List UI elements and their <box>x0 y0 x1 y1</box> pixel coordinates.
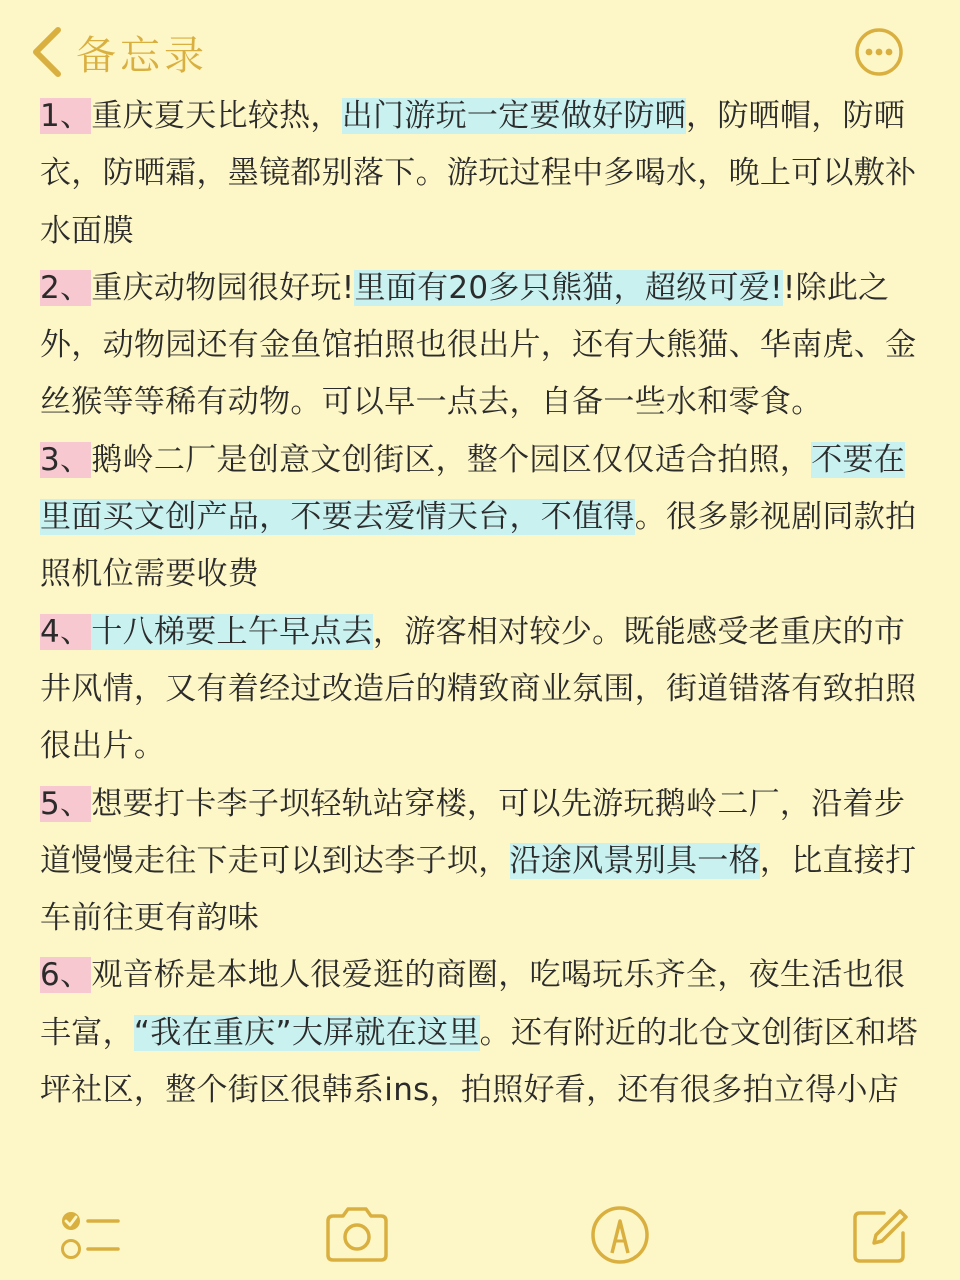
compose-icon <box>848 1203 912 1267</box>
highlighted-text: 出门游玩一定要做好防晒 <box>341 98 687 134</box>
note-text: 观音桥是本地人很爱逛的商圈，吃喝玩乐齐全，夜生活也很丰富， <box>40 957 906 1051</box>
note-paragraph <box>40 88 920 260</box>
checklist-icon <box>58 1203 122 1267</box>
compose-button[interactable] <box>848 1203 912 1267</box>
note-paragraph <box>40 947 920 1119</box>
highlighted-text: “我在重庆”大屏就在这里 <box>133 1014 480 1051</box>
more-options-button[interactable] <box>854 27 904 77</box>
top-navigation-bar <box>0 0 960 100</box>
highlighted-text: 十八梯要上午早点去 <box>91 613 374 650</box>
note-text: ，比直接打车前往更有韵味 <box>40 842 917 937</box>
note-text: 鹅岭二厂是创意文创街区，整个园区仅仅适合拍照， <box>91 441 812 478</box>
highlighted-text: 沿途风景别具一格 <box>509 842 760 879</box>
note-paragraph <box>40 604 920 776</box>
bottom-toolbar <box>0 1195 960 1280</box>
checklist-button[interactable] <box>58 1203 122 1267</box>
back-button[interactable] <box>30 22 208 82</box>
camera-button[interactable] <box>322 1203 392 1267</box>
note-text: 重庆夏天比较热， <box>91 98 342 134</box>
paragraph-number: 5、 <box>40 785 92 822</box>
back-label: 备忘录 <box>76 32 208 79</box>
note-text: 。还有附近的北仓文创街区和塔坪社区，整个街区很韩系ins，拍照好看，还有很多拍立得小店 <box>40 1014 918 1109</box>
more-icon <box>854 27 904 77</box>
note-text: ，防晒帽，防晒衣，防晒霜，墨镜都别落下。游玩过程中多喝水，晚上可以敷补水面膜 <box>40 98 917 249</box>
paragraph-number: 3、 <box>40 441 92 478</box>
note-text: ，游客相对较少。既能感受老重庆的市井风情，又有着经过改造后的精致商业氛围，街道错落有致拍照很出片。 <box>40 613 917 765</box>
note-text: !除此之外，动物园还有金鱼馆拍照也很出片，还有大熊猫、华南虎、金丝猴等等稀有动物。可以早一点去，自备一些水和零食。 <box>40 269 917 421</box>
markup-pen-icon <box>588 1203 652 1267</box>
highlighted-text: 里面有20多只熊猫，超级可爱! <box>354 269 783 306</box>
camera-icon <box>322 1203 392 1267</box>
paragraph-number: 4、 <box>40 613 92 650</box>
note-paragraph <box>40 776 920 948</box>
paragraph-number: 6、 <box>40 957 92 994</box>
note-text: 重庆动物园很好玩! <box>91 269 355 306</box>
chevron-left-icon <box>30 24 64 80</box>
note-paragraph <box>40 432 920 604</box>
paragraph-number: 2、 <box>40 269 92 306</box>
note-paragraph <box>40 260 920 432</box>
note-text: 。很多影视剧同款拍照机位需要收费 <box>40 499 917 593</box>
highlighted-text: 不要在里面买文创产品，不要去爱情天台，不值得 <box>40 441 906 536</box>
note-text: 想要打卡李子坝轻轨站穿楼，可以先游玩鹅岭二厂，沿着步道慢慢走往下走可以到达李子坝， <box>40 785 906 879</box>
paragraph-number: 1、 <box>40 98 92 134</box>
markup-button[interactable] <box>588 1203 652 1267</box>
note-body[interactable] <box>40 88 920 1119</box>
